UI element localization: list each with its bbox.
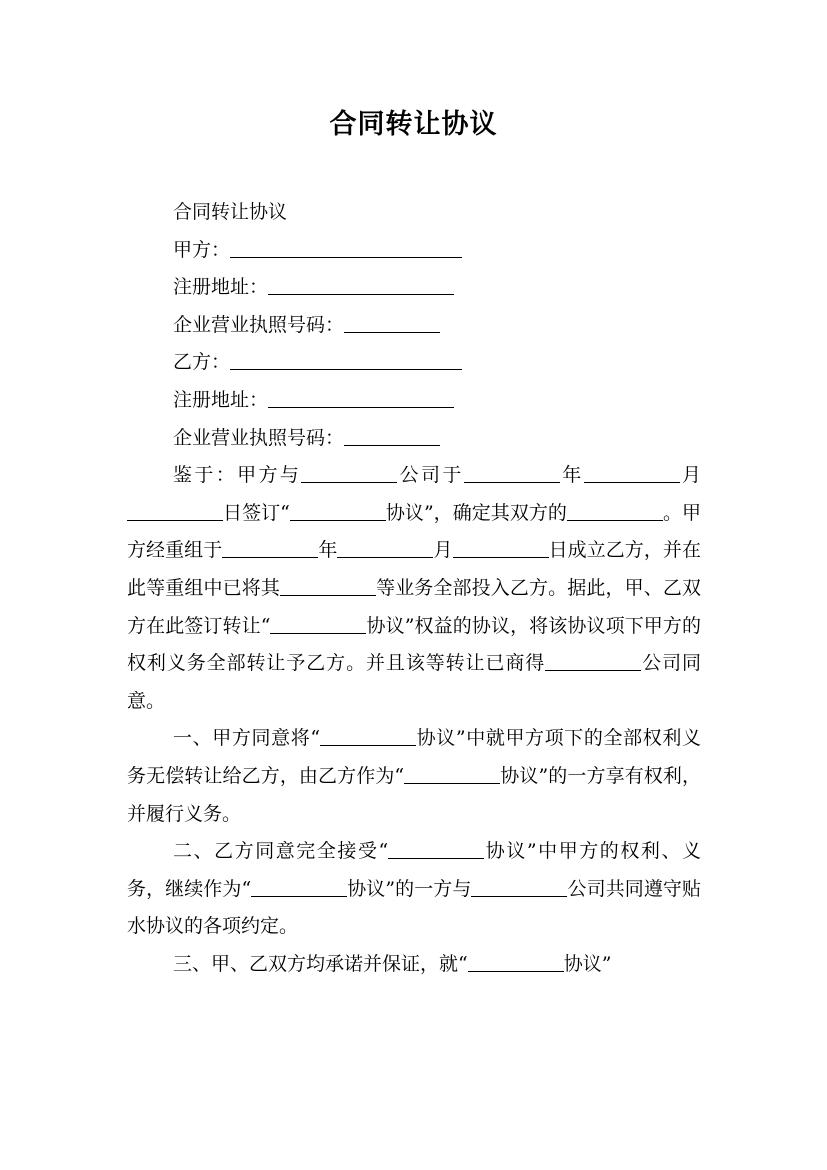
blank[interactable] [464,462,560,483]
blank[interactable] [567,500,663,521]
license-b-blank[interactable] [344,425,440,446]
document-body [127,194,701,983]
address-a-line: 注册地址： [127,269,701,307]
clause-2-paragraph: 二、乙方同意完全接受“ 协议”中甲方的权利、义务，继续作为“ 协议”的一方与 公司共同遵守贴水协议的各项约定。 [127,840,702,938]
blank[interactable] [337,537,433,558]
party-b-line: 乙方： [127,344,701,382]
address-a-blank[interactable] [268,274,454,295]
preamble-paragraph: 鉴于：甲方与 公司于 年 月日签订“ 协议”，确定其双方的 。甲方经重组于 年 月 日成立乙方，并在此等重组中已将其 等业务全部投入乙方。据此，甲、乙双方在此签订转让“ 协议”权益的协议，将该协议项下甲方的权利义务全部转让予乙方。并且该等转让已商得 公司同意。 [127,464,701,712]
blank[interactable] [453,537,549,558]
clause-1-paragraph: 一、甲方同意将“ 协议”中就甲方项下的全部权利义务无偿转让给乙方，由乙方作为“ 协议”的一方享有权利，并履行义务。 [127,727,701,825]
blank[interactable] [468,951,564,972]
blank[interactable] [471,876,567,897]
party-a-line: 甲方： [127,232,701,270]
address-b-line: 注册地址： [127,382,701,420]
license-a-line: 企业营业执照号码： [127,307,701,345]
blank[interactable] [222,537,318,558]
blank[interactable] [290,500,386,521]
clause-3-paragraph: 三、甲、乙双方均承诺并保证，就“ 协议” [173,952,612,975]
document-title: 合同转让协议 [329,109,498,140]
blank[interactable] [545,650,641,671]
blank[interactable] [270,613,366,634]
party-b-blank[interactable] [230,349,462,370]
blank[interactable] [320,725,416,746]
blank[interactable] [404,763,500,784]
license-b-line: 企业营业执照号码： [127,420,701,458]
blank[interactable] [301,462,397,483]
blank[interactable] [127,500,223,521]
blank[interactable] [280,575,376,596]
license-a-blank[interactable] [344,312,440,333]
party-a-blank[interactable] [230,237,462,258]
address-b-blank[interactable] [268,387,454,408]
blank[interactable] [251,876,347,897]
heading-line: 合同转让协议 [173,201,288,223]
blank[interactable] [388,838,484,859]
blank[interactable] [584,462,680,483]
